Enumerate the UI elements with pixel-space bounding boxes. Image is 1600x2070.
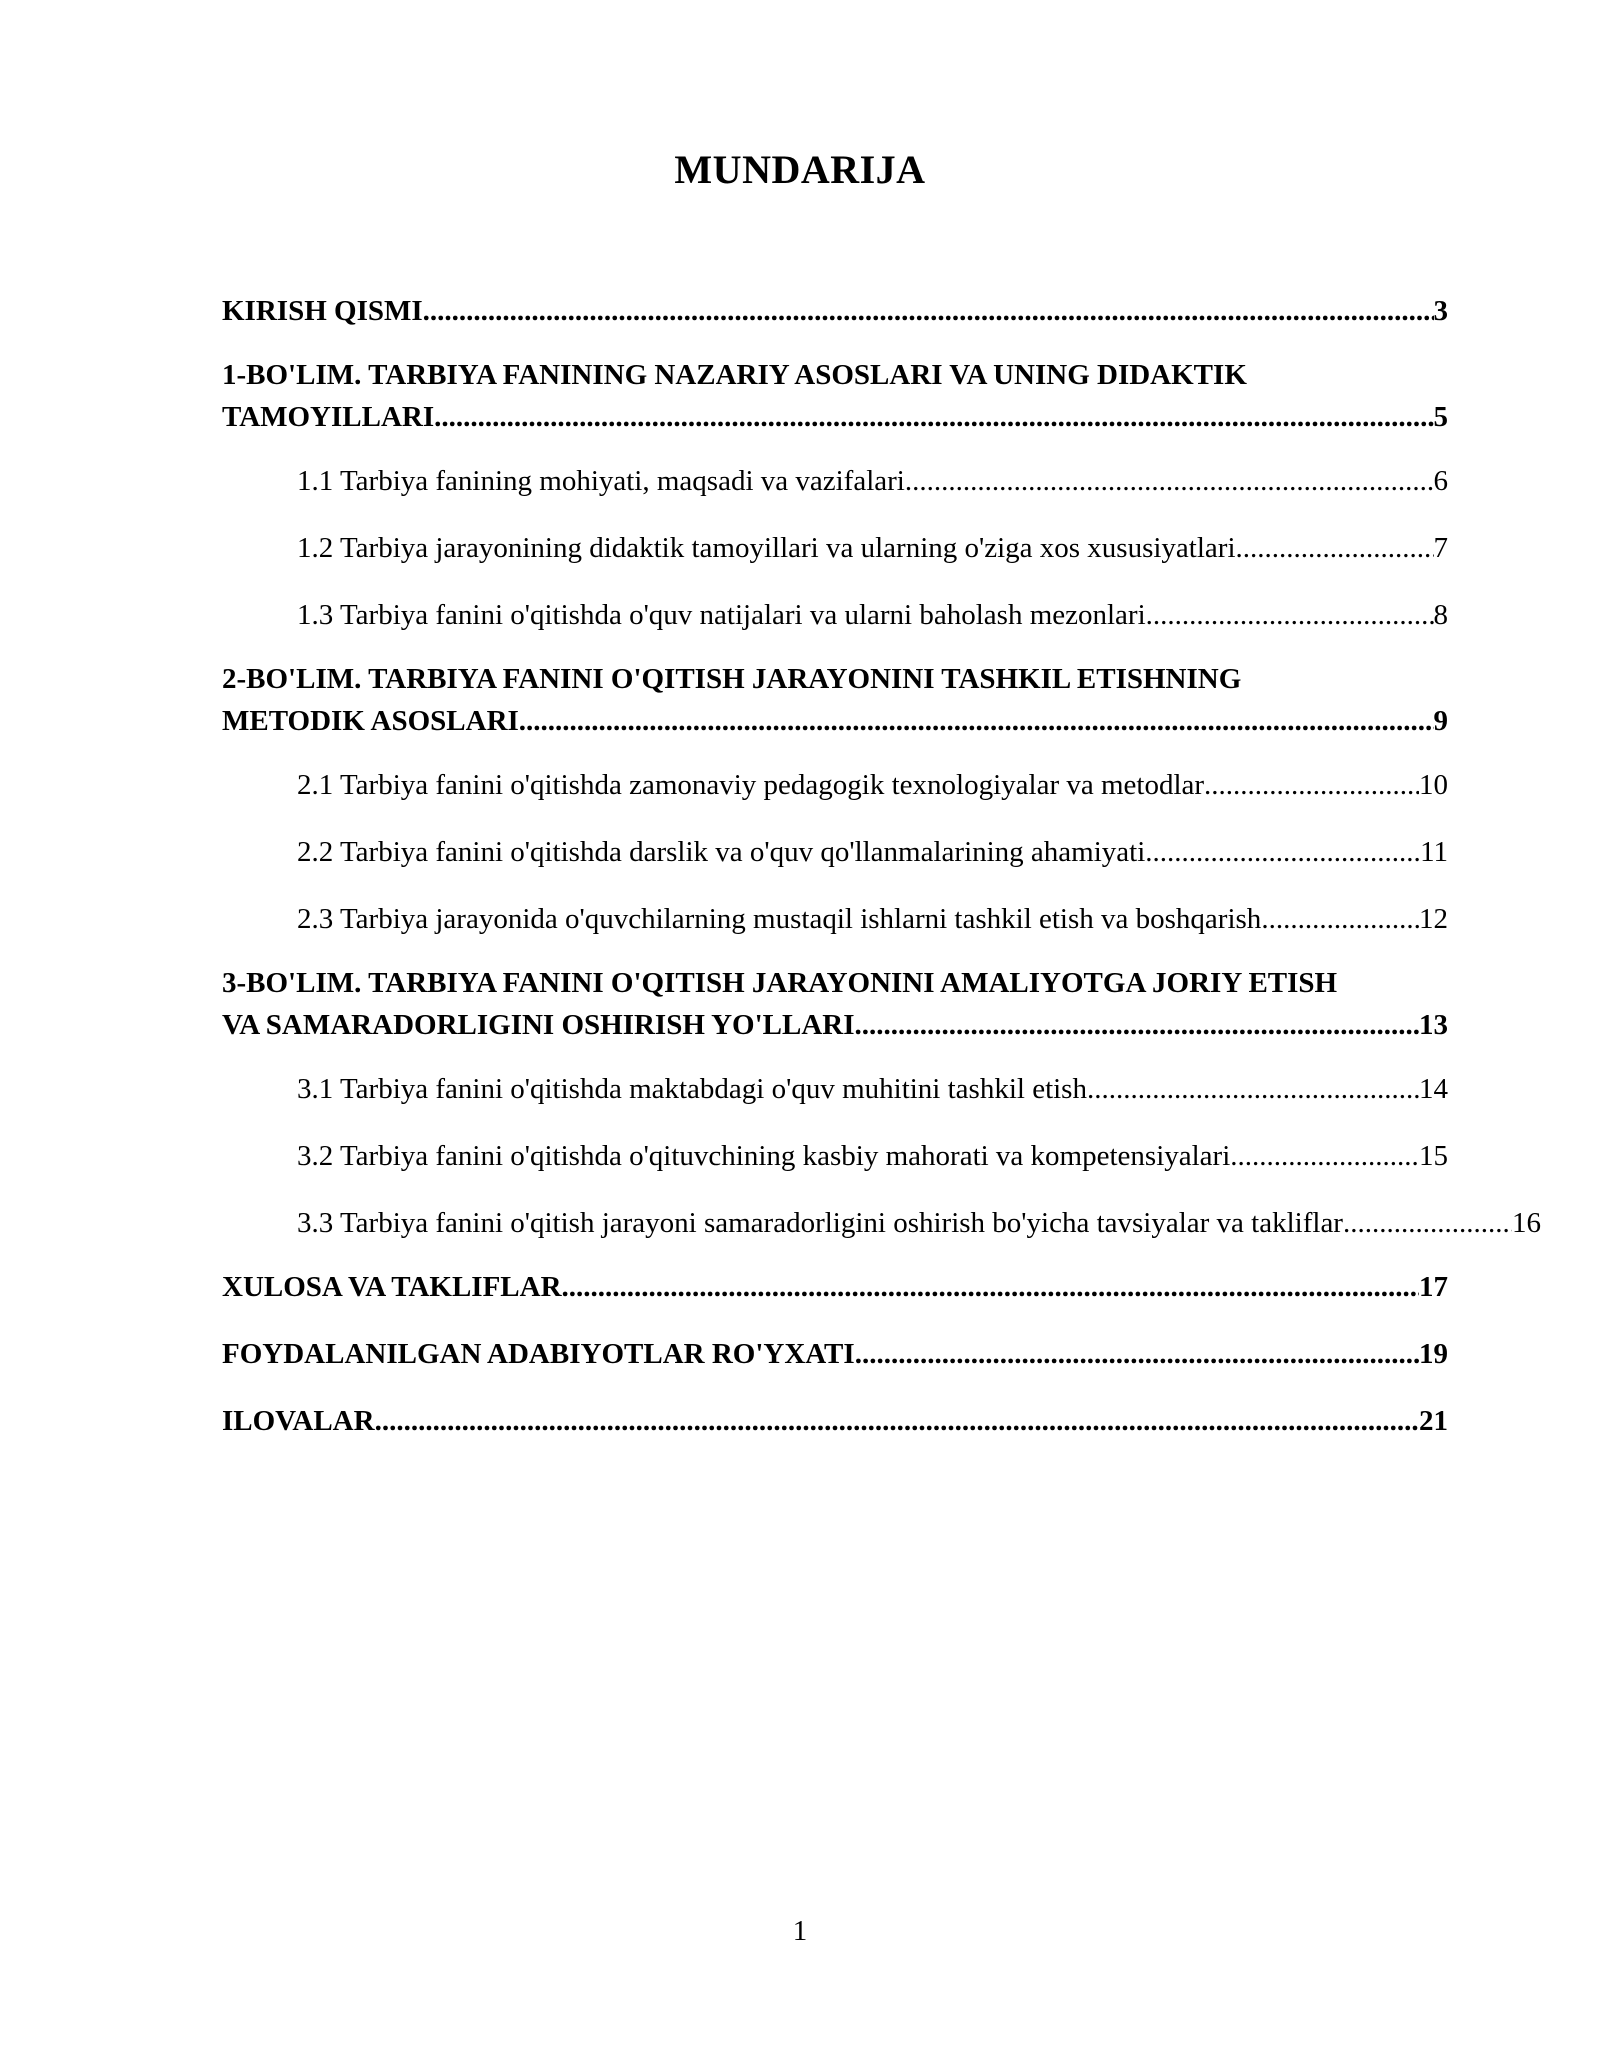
toc-entry-text: KIRISH QISMI — [222, 295, 423, 327]
toc-entry-text: 1.2 Tarbiya jarayonining didaktik tamoyillari va ularning o'ziga xos xususiyatlari — [297, 532, 1236, 564]
toc-page-number: 5 — [1433, 401, 1448, 433]
toc-dot-leader — [1230, 1135, 1419, 1177]
toc-entry-row — [297, 1068, 1448, 1110]
toc-subsection-entry[interactable] — [222, 1068, 1448, 1110]
toc-dot-leader — [375, 1400, 1419, 1442]
toc-entry-row — [297, 898, 1448, 940]
page-title: MUNDARIJA — [674, 147, 926, 192]
toc-entry-text: XULOSA VA TAKLIFLAR — [222, 1271, 562, 1303]
toc-dot-leader — [519, 700, 1434, 742]
toc-entry-text: ILOVALAR — [222, 1405, 375, 1437]
toc-entry-row — [297, 764, 1448, 806]
toc-entry-row — [297, 831, 1448, 873]
toc-page-number: 15 — [1419, 1140, 1448, 1172]
toc-entry-row — [297, 527, 1448, 569]
toc-page-number: 21 — [1419, 1405, 1448, 1437]
toc-entry-row — [297, 1135, 1448, 1177]
toc-dot-leader — [434, 396, 1433, 438]
toc-page-number: 13 — [1419, 1009, 1448, 1041]
toc-entry-text: METODIK ASOSLARI — [222, 705, 519, 737]
toc-subsection-entry[interactable] — [222, 527, 1448, 569]
toc-subsection-entry[interactable] — [222, 1202, 1541, 1244]
toc-subsection-entry[interactable] — [222, 594, 1448, 636]
toc-page-number: 3 — [1433, 295, 1448, 327]
toc-section-entry[interactable] — [222, 1400, 1448, 1442]
toc-entry-text: 2.2 Tarbiya fanini o'qitishda darslik va o'quv qo'llanmalarining ahamiyati — [297, 836, 1146, 868]
toc-dot-leader — [1146, 594, 1434, 636]
toc-page-number: 10 — [1419, 769, 1448, 801]
toc-entry-text: 2.3 Tarbiya jarayonida o'quvchilarning mustaqil ishlarni tashkil etish va boshqarish — [297, 903, 1262, 935]
toc-entry-text: 1.3 Tarbiya fanini o'qitishda o'quv natijalari va ularni baholash mezonlari — [297, 599, 1146, 631]
toc-entry-text: 3.2 Tarbiya fanini o'qitishda o'qituvchining kasbiy mahorati va kompetensiyalari — [297, 1140, 1231, 1172]
toc-entry-row — [297, 1202, 1541, 1244]
toc-page-number: 19 — [1419, 1338, 1448, 1370]
toc-dot-leader — [855, 1004, 1420, 1046]
toc-entry-text-line: 3-BO'LIM. TARBIYA FANINI O'QITISH JARAYONINI AMALIYOTGA JORIY ETISH — [222, 967, 1338, 999]
toc-entry-text-line: 2-BO'LIM. TARBIYA FANINI O'QITISH JARAYONINI TASHKIL ETISHNING — [222, 663, 1242, 695]
toc-dot-leader — [1261, 898, 1419, 940]
page-number: 1 — [792, 1915, 808, 1947]
toc-subsection-entry[interactable] — [222, 831, 1448, 873]
toc-entry-row — [222, 396, 1448, 438]
toc-entry-text: 3.1 Tarbiya fanini o'qitishda maktabdagi o'quv muhitini tashkil etish — [297, 1073, 1087, 1105]
toc-entry-text: VA SAMARADORLIGINI OSHIRISH YO'LLARI — [222, 1009, 855, 1041]
toc-dot-leader — [1343, 1202, 1512, 1244]
toc-page-number: 14 — [1419, 1073, 1448, 1105]
toc-page-number: 6 — [1433, 465, 1448, 497]
toc-subsection-entry[interactable] — [222, 764, 1448, 806]
toc-dot-leader — [855, 1333, 1419, 1375]
toc-dot-leader — [905, 460, 1434, 502]
toc-dot-leader — [1145, 831, 1420, 873]
toc-entry-text: TAMOYILLARI — [222, 401, 435, 433]
toc-dot-leader — [423, 290, 1434, 332]
toc-subsection-entry[interactable] — [222, 460, 1448, 502]
toc-section-entry[interactable] — [222, 658, 1448, 742]
toc-dot-leader — [1236, 527, 1434, 569]
toc-entry-text: 2.1 Tarbiya fanini o'qitishda zamonaviy pedagogik texnologiyalar va metodlar — [297, 769, 1205, 801]
toc-entry-row — [222, 1333, 1448, 1375]
toc-entry-row — [222, 290, 1448, 332]
toc-entry-row — [222, 1266, 1448, 1308]
toc-dot-leader — [1204, 764, 1419, 806]
toc-dot-leader — [1087, 1068, 1419, 1110]
toc-section-entry[interactable] — [222, 962, 1448, 1046]
toc-page-number: 9 — [1433, 705, 1448, 737]
toc-section-entry[interactable] — [222, 1333, 1448, 1375]
toc-page-number: 11 — [1420, 836, 1448, 868]
toc-entry-row — [222, 1400, 1448, 1442]
toc-page-number: 7 — [1433, 532, 1448, 564]
toc-entry-text: FOYDALANILGAN ADABIYOTLAR RO'YXATI — [222, 1338, 855, 1370]
toc-subsection-entry[interactable] — [222, 1135, 1448, 1177]
toc-page-number: 17 — [1419, 1271, 1448, 1303]
toc-entry-row — [222, 700, 1448, 742]
toc-entry-text-line: 1-BO'LIM. TARBIYA FANINING NAZARIY ASOSLARI VA UNING DIDAKTIK — [222, 359, 1247, 391]
toc-dot-leader — [562, 1266, 1419, 1308]
toc-section-entry[interactable] — [222, 354, 1448, 438]
toc-page-number: 8 — [1433, 599, 1448, 631]
table-of-contents — [222, 290, 1541, 1442]
toc-section-entry[interactable] — [222, 1266, 1448, 1308]
toc-entry-row — [297, 594, 1448, 636]
toc-section-entry[interactable] — [222, 290, 1448, 332]
toc-subsection-entry[interactable] — [222, 898, 1448, 940]
toc-entry-text: 1.1 Tarbiya fanining mohiyati, maqsadi va vazifalari — [297, 465, 905, 497]
toc-page-number: 16 — [1512, 1207, 1541, 1239]
toc-entry-row — [222, 1004, 1448, 1046]
toc-entry-text: 3.3 Tarbiya fanini o'qitish jarayoni samaradorligini oshirish bo'yicha tavsiyalar va takliflar — [297, 1207, 1343, 1239]
toc-entry-row — [297, 460, 1448, 502]
toc-page-number: 12 — [1419, 903, 1448, 935]
